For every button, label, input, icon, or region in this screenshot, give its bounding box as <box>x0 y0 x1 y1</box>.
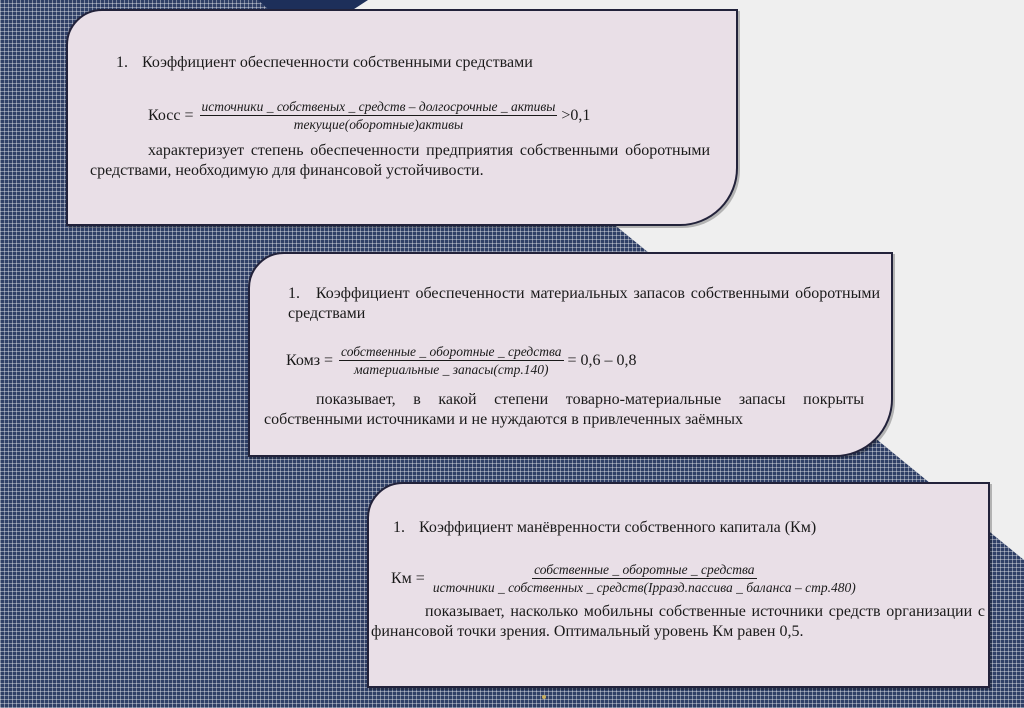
card-description: характеризует степень обеспеченности предприятия собственными оборотными средствами, необходимую для финансовой устойчивости. <box>90 142 710 179</box>
formula <box>391 562 862 595</box>
heading-text: Коэффициент обеспеченности собственными средствами <box>142 54 533 71</box>
card-heading <box>393 518 816 538</box>
formula-fraction <box>339 344 563 377</box>
formula-numerator: собственные _ оборотные _ средства <box>534 562 755 577</box>
formula <box>286 344 637 377</box>
card-description: показывает, насколько мобильны собственные источники средств организации с финансовой точки зрения. Оптимальный уровень Км равен 0,5. <box>371 603 985 640</box>
card-description: показывает, в какой степени товарно-материальные запасы покрыты собственными источниками и не нуждаются в привлеченных заёмных <box>264 391 864 428</box>
ratio-card-own-funds <box>66 9 738 226</box>
formula-fraction <box>200 99 558 132</box>
heading-text: Коэффициент манёвренности собственного капитала (Км) <box>419 519 817 536</box>
formula-lhs: Комз = <box>286 351 334 369</box>
card-heading <box>116 53 533 73</box>
decorative-dot <box>542 695 546 699</box>
formula-denominator: текущие(оборотные)активы <box>293 117 464 132</box>
formula-lhs: Косс = <box>148 106 194 124</box>
formula-numerator: источники _ собственых _ средств – долгосрочные _ активы <box>201 99 556 114</box>
list-number: 1. <box>288 285 300 302</box>
formula <box>148 99 590 132</box>
card-heading <box>288 284 880 324</box>
list-number: 1. <box>393 519 405 536</box>
formula-fraction <box>431 562 858 595</box>
formula-rhs: >0,1 <box>561 106 591 124</box>
ratio-card-inventory <box>248 252 893 457</box>
heading-text: Коэффициент обеспеченности материальных запасов собственными оборотными средствами <box>288 285 881 322</box>
formula-denominator: источники _ собственных _ средств(Ірразд.пассива _ баланса – стр.480) <box>432 580 856 595</box>
formula-rhs: = 0,6 – 0,8 <box>567 351 637 369</box>
formula-denominator: материальные _ запасы(стр.140) <box>354 362 549 377</box>
formula-numerator: собственные _ оборотные _ средства <box>341 344 562 359</box>
formula-lhs: Км = <box>391 569 425 587</box>
ratio-card-maneuverability <box>367 482 990 688</box>
list-number: 1. <box>116 54 128 71</box>
